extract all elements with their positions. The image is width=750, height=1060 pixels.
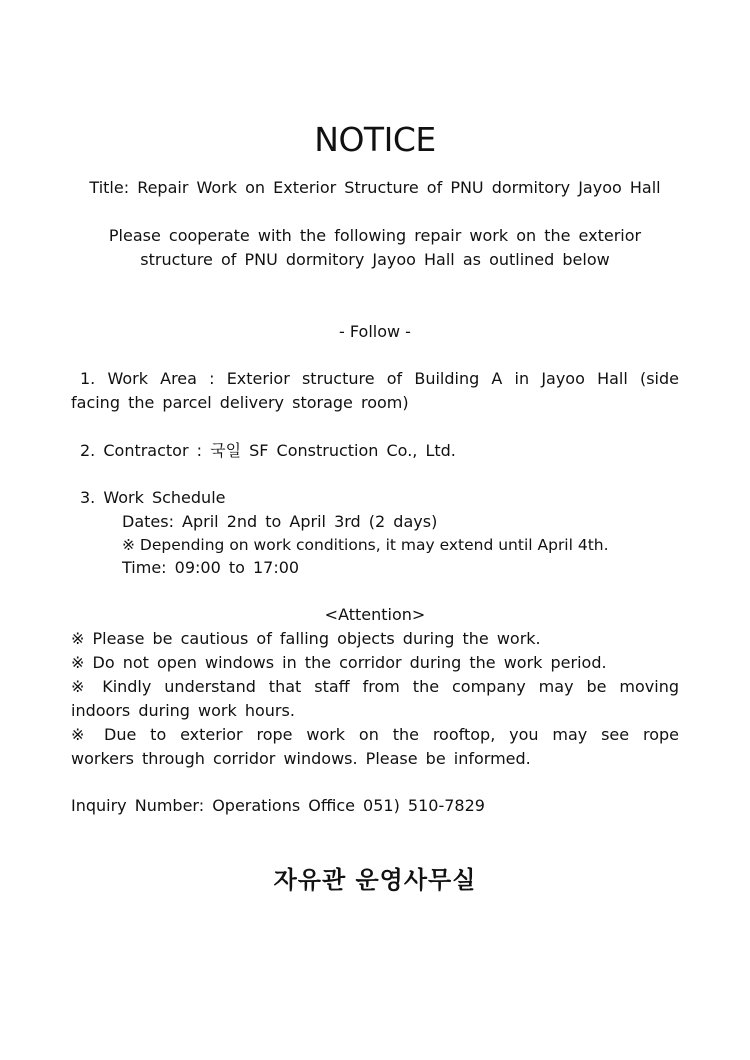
schedule-dates: Dates: April 2nd to April 3rd (2 days) [122, 512, 438, 531]
work-area-line-2: facing the parcel delivery storage room) [71, 393, 409, 412]
attention-heading: <Attention> [324, 605, 426, 624]
contractor-line: 2. Contractor : 국일 SF Construction Co., Ltd. [80, 441, 456, 460]
office-signature: 자유관 운영사무실 [273, 866, 477, 894]
inquiry-number: Inquiry Number: Operations Office 051) 510-7829 [71, 796, 485, 815]
notice-title-line: Title: Repair Work on Exterior Structure of PNU dormitory Jayoo Hall [89, 178, 661, 197]
attention-line-3b: indoors during work hours. [71, 701, 295, 720]
intro-line-2: structure of PNU dormitory Jayoo Hall as outlined below [140, 250, 610, 269]
work-area-line-1: 1. Work Area : Exterior structure of Building A in Jayoo Hall (side [80, 369, 679, 388]
attention-line-3a: ※ Kindly understand that staff from the company may be moving [71, 677, 679, 696]
attention-line-2: ※ Do not open windows in the corridor during the work period. [71, 653, 607, 672]
schedule-time: Time: 09:00 to 17:00 [122, 558, 300, 577]
work-schedule-heading: 3. Work Schedule [80, 488, 226, 507]
follow-label: - Follow - [339, 322, 411, 341]
schedule-dates-note: ※ Depending on work conditions, it may extend until April 4th. [122, 536, 609, 554]
attention-line-4b: workers through corridor windows. Please be informed. [71, 749, 531, 768]
notice-heading: NOTICE [314, 120, 436, 159]
attention-line-1: ※ Please be cautious of falling objects during the work. [71, 629, 541, 648]
intro-line-1: Please cooperate with the following repair work on the exterior [108, 226, 642, 245]
attention-line-4a: ※ Due to exterior rope work on the rooftop, you may see rope [71, 725, 679, 744]
